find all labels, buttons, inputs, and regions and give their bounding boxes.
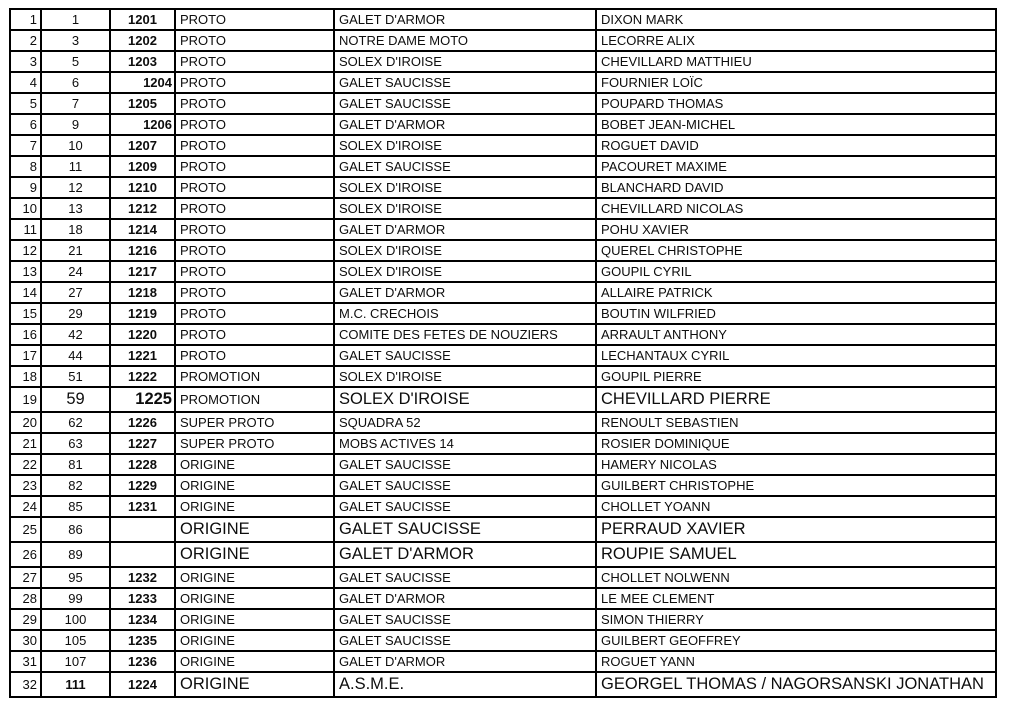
- cell-race-number: 111: [41, 672, 110, 697]
- cell-club: GALET SAUCISSE: [334, 93, 596, 114]
- cell-row-index: 23: [10, 475, 41, 496]
- table-row: [10, 345, 996, 366]
- cell-rider-name: POHU XAVIER: [596, 219, 996, 240]
- cell-row-index: 16: [10, 324, 41, 345]
- cell-club: GALET SAUCISSE: [334, 496, 596, 517]
- cell-club: GALET D'ARMOR: [334, 588, 596, 609]
- table-row: [10, 93, 996, 114]
- cell-club: M.C. CRECHOIS: [334, 303, 596, 324]
- table-row: [10, 366, 996, 387]
- cell-plate-number: 1219: [110, 303, 175, 324]
- cell-club: SOLEX D'IROISE: [334, 261, 596, 282]
- cell-club: A.S.M.E.: [334, 672, 596, 697]
- table-row: [10, 542, 996, 567]
- cell-row-index: 1: [10, 9, 41, 30]
- cell-plate-number: 1229: [110, 475, 175, 496]
- table-row: [10, 324, 996, 345]
- table-row: [10, 51, 996, 72]
- cell-club: GALET SAUCISSE: [334, 345, 596, 366]
- cell-category: PROTO: [175, 72, 334, 93]
- cell-race-number: 105: [41, 630, 110, 651]
- cell-race-number: 100: [41, 609, 110, 630]
- cell-category: ORIGINE: [175, 454, 334, 475]
- cell-club: GALET SAUCISSE: [334, 156, 596, 177]
- cell-plate-number: 1222: [110, 366, 175, 387]
- cell-row-index: 21: [10, 433, 41, 454]
- cell-race-number: 21: [41, 240, 110, 261]
- cell-plate-number: 1210: [110, 177, 175, 198]
- cell-category: PROTO: [175, 345, 334, 366]
- cell-rider-name: GUILBERT GEOFFREY: [596, 630, 996, 651]
- cell-race-number: 59: [41, 387, 110, 412]
- table-row: [10, 630, 996, 651]
- cell-row-index: 25: [10, 517, 41, 542]
- cell-plate-number: 1225: [110, 387, 175, 412]
- cell-rider-name: BLANCHARD DAVID: [596, 177, 996, 198]
- cell-row-index: 9: [10, 177, 41, 198]
- cell-rider-name: FOURNIER LOÏC: [596, 72, 996, 93]
- cell-race-number: 9: [41, 114, 110, 135]
- cell-race-number: 63: [41, 433, 110, 454]
- cell-rider-name: LECORRE ALIX: [596, 30, 996, 51]
- cell-rider-name: ARRAULT ANTHONY: [596, 324, 996, 345]
- table-row: [10, 412, 996, 433]
- cell-race-number: 13: [41, 198, 110, 219]
- cell-race-number: 42: [41, 324, 110, 345]
- table-row: [10, 567, 996, 588]
- cell-row-index: 10: [10, 198, 41, 219]
- cell-race-number: 82: [41, 475, 110, 496]
- cell-category: ORIGINE: [175, 542, 334, 567]
- cell-race-number: 5: [41, 51, 110, 72]
- cell-plate-number: [110, 542, 175, 567]
- cell-club: GALET D'ARMOR: [334, 282, 596, 303]
- cell-plate-number: 1207: [110, 135, 175, 156]
- scanned-sheet: [9, 8, 997, 698]
- cell-row-index: 29: [10, 609, 41, 630]
- cell-rider-name: LECHANTAUX CYRIL: [596, 345, 996, 366]
- cell-category: ORIGINE: [175, 630, 334, 651]
- cell-category: PROTO: [175, 261, 334, 282]
- cell-category: PROTO: [175, 156, 334, 177]
- cell-plate-number: 1232: [110, 567, 175, 588]
- cell-category: SUPER PROTO: [175, 433, 334, 454]
- cell-plate-number: 1209: [110, 156, 175, 177]
- cell-rider-name: CHOLLET YOANN: [596, 496, 996, 517]
- cell-rider-name: ROSIER DOMINIQUE: [596, 433, 996, 454]
- cell-category: PROMOTION: [175, 366, 334, 387]
- cell-category: ORIGINE: [175, 496, 334, 517]
- cell-race-number: 81: [41, 454, 110, 475]
- cell-category: PROTO: [175, 240, 334, 261]
- cell-category: ORIGINE: [175, 588, 334, 609]
- results-table-body: [10, 9, 996, 697]
- cell-plate-number: 1220: [110, 324, 175, 345]
- cell-club: MOBS ACTIVES 14: [334, 433, 596, 454]
- cell-plate-number: 1235: [110, 630, 175, 651]
- cell-row-index: 26: [10, 542, 41, 567]
- table-row: [10, 475, 996, 496]
- cell-plate-number: 1214: [110, 219, 175, 240]
- table-row: [10, 303, 996, 324]
- cell-row-index: 3: [10, 51, 41, 72]
- table-row: [10, 387, 996, 412]
- cell-row-index: 6: [10, 114, 41, 135]
- cell-race-number: 85: [41, 496, 110, 517]
- cell-plate-number: 1234: [110, 609, 175, 630]
- cell-plate-number: 1216: [110, 240, 175, 261]
- cell-race-number: 1: [41, 9, 110, 30]
- cell-category: ORIGINE: [175, 672, 334, 697]
- cell-category: PROTO: [175, 177, 334, 198]
- cell-plate-number: 1204: [110, 72, 175, 93]
- table-row: [10, 72, 996, 93]
- cell-race-number: 18: [41, 219, 110, 240]
- cell-club: GALET D'ARMOR: [334, 9, 596, 30]
- cell-club: SQUADRA 52: [334, 412, 596, 433]
- cell-plate-number: 1205: [110, 93, 175, 114]
- cell-club: GALET D'ARMOR: [334, 651, 596, 672]
- table-row: [10, 496, 996, 517]
- cell-race-number: 44: [41, 345, 110, 366]
- cell-plate-number: 1201: [110, 9, 175, 30]
- cell-category: PROTO: [175, 198, 334, 219]
- cell-plate-number: 1224: [110, 672, 175, 697]
- cell-club: GALET SAUCISSE: [334, 454, 596, 475]
- cell-category: PROTO: [175, 135, 334, 156]
- cell-plate-number: 1227: [110, 433, 175, 454]
- cell-row-index: 19: [10, 387, 41, 412]
- cell-club: GALET SAUCISSE: [334, 630, 596, 651]
- cell-rider-name: CHEVILLARD NICOLAS: [596, 198, 996, 219]
- cell-row-index: 12: [10, 240, 41, 261]
- cell-race-number: 89: [41, 542, 110, 567]
- cell-rider-name: PERRAUD XAVIER: [596, 517, 996, 542]
- cell-category: PROTO: [175, 93, 334, 114]
- cell-rider-name: QUEREL CHRISTOPHE: [596, 240, 996, 261]
- cell-plate-number: 1203: [110, 51, 175, 72]
- table-row: [10, 219, 996, 240]
- cell-club: SOLEX D'IROISE: [334, 240, 596, 261]
- cell-category: ORIGINE: [175, 609, 334, 630]
- cell-club: SOLEX D'IROISE: [334, 135, 596, 156]
- table-row: [10, 135, 996, 156]
- cell-club: GALET SAUCISSE: [334, 475, 596, 496]
- cell-plate-number: 1221: [110, 345, 175, 366]
- cell-row-index: 11: [10, 219, 41, 240]
- cell-rider-name: CHOLLET NOLWENN: [596, 567, 996, 588]
- cell-race-number: 3: [41, 30, 110, 51]
- cell-row-index: 14: [10, 282, 41, 303]
- cell-race-number: 51: [41, 366, 110, 387]
- cell-row-index: 17: [10, 345, 41, 366]
- cell-row-index: 24: [10, 496, 41, 517]
- cell-club: GALET SAUCISSE: [334, 609, 596, 630]
- cell-row-index: 20: [10, 412, 41, 433]
- cell-rider-name: HAMERY NICOLAS: [596, 454, 996, 475]
- cell-plate-number: 1226: [110, 412, 175, 433]
- cell-plate-number: 1206: [110, 114, 175, 135]
- cell-category: PROTO: [175, 51, 334, 72]
- cell-category: PROTO: [175, 324, 334, 345]
- cell-category: PROTO: [175, 114, 334, 135]
- cell-row-index: 27: [10, 567, 41, 588]
- cell-category: ORIGINE: [175, 567, 334, 588]
- table-row: [10, 282, 996, 303]
- cell-race-number: 24: [41, 261, 110, 282]
- cell-club: SOLEX D'IROISE: [334, 51, 596, 72]
- cell-category: PROTO: [175, 282, 334, 303]
- table-row: [10, 588, 996, 609]
- cell-category: SUPER PROTO: [175, 412, 334, 433]
- cell-race-number: 11: [41, 156, 110, 177]
- cell-club: SOLEX D'IROISE: [334, 198, 596, 219]
- cell-rider-name: ALLAIRE PATRICK: [596, 282, 996, 303]
- cell-club: SOLEX D'IROISE: [334, 177, 596, 198]
- cell-category: ORIGINE: [175, 517, 334, 542]
- cell-race-number: 6: [41, 72, 110, 93]
- cell-row-index: 28: [10, 588, 41, 609]
- cell-row-index: 8: [10, 156, 41, 177]
- cell-race-number: 62: [41, 412, 110, 433]
- cell-race-number: 86: [41, 517, 110, 542]
- table-row: [10, 261, 996, 282]
- cell-row-index: 15: [10, 303, 41, 324]
- cell-plate-number: 1236: [110, 651, 175, 672]
- cell-rider-name: ROGUET YANN: [596, 651, 996, 672]
- table-row: [10, 454, 996, 475]
- table-row: [10, 672, 996, 697]
- cell-row-index: 5: [10, 93, 41, 114]
- cell-row-index: 2: [10, 30, 41, 51]
- cell-plate-number: 1202: [110, 30, 175, 51]
- cell-rider-name: ROUPIE SAMUEL: [596, 542, 996, 567]
- cell-rider-name: GEORGEL THOMAS / NAGORSANSKI JONATHAN: [596, 672, 996, 697]
- results-table: [9, 8, 997, 698]
- cell-row-index: 13: [10, 261, 41, 282]
- cell-rider-name: PACOURET MAXIME: [596, 156, 996, 177]
- cell-club: GALET SAUCISSE: [334, 517, 596, 542]
- cell-category: ORIGINE: [175, 475, 334, 496]
- cell-race-number: 95: [41, 567, 110, 588]
- cell-club: GALET D'ARMOR: [334, 114, 596, 135]
- cell-category: ORIGINE: [175, 651, 334, 672]
- cell-rider-name: CHEVILLARD PIERRE: [596, 387, 996, 412]
- cell-race-number: 12: [41, 177, 110, 198]
- cell-race-number: 10: [41, 135, 110, 156]
- cell-plate-number: 1212: [110, 198, 175, 219]
- cell-rider-name: BOUTIN WILFRIED: [596, 303, 996, 324]
- cell-category: PROMOTION: [175, 387, 334, 412]
- cell-club: SOLEX D'IROISE: [334, 387, 596, 412]
- cell-plate-number: 1233: [110, 588, 175, 609]
- cell-row-index: 18: [10, 366, 41, 387]
- cell-club: GALET SAUCISSE: [334, 567, 596, 588]
- cell-race-number: 29: [41, 303, 110, 324]
- cell-row-index: 30: [10, 630, 41, 651]
- cell-rider-name: GOUPIL PIERRE: [596, 366, 996, 387]
- cell-rider-name: SIMON THIERRY: [596, 609, 996, 630]
- cell-race-number: 99: [41, 588, 110, 609]
- cell-race-number: 107: [41, 651, 110, 672]
- cell-row-index: 4: [10, 72, 41, 93]
- cell-plate-number: [110, 517, 175, 542]
- table-row: [10, 517, 996, 542]
- cell-row-index: 31: [10, 651, 41, 672]
- cell-rider-name: GOUPIL CYRIL: [596, 261, 996, 282]
- cell-club: GALET D'ARMOR: [334, 542, 596, 567]
- table-row: [10, 30, 996, 51]
- cell-rider-name: RENOULT SEBASTIEN: [596, 412, 996, 433]
- table-row: [10, 156, 996, 177]
- cell-club: GALET SAUCISSE: [334, 72, 596, 93]
- cell-rider-name: DIXON MARK: [596, 9, 996, 30]
- cell-rider-name: ROGUET DAVID: [596, 135, 996, 156]
- cell-row-index: 32: [10, 672, 41, 697]
- cell-race-number: 7: [41, 93, 110, 114]
- cell-club: GALET D'ARMOR: [334, 219, 596, 240]
- table-row: [10, 9, 996, 30]
- cell-rider-name: LE MEE CLEMENT: [596, 588, 996, 609]
- cell-category: PROTO: [175, 30, 334, 51]
- cell-row-index: 7: [10, 135, 41, 156]
- cell-plate-number: 1231: [110, 496, 175, 517]
- table-row: [10, 433, 996, 454]
- cell-rider-name: CHEVILLARD MATTHIEU: [596, 51, 996, 72]
- cell-plate-number: 1217: [110, 261, 175, 282]
- cell-rider-name: GUILBERT CHRISTOPHE: [596, 475, 996, 496]
- cell-club: SOLEX D'IROISE: [334, 366, 596, 387]
- cell-category: PROTO: [175, 9, 334, 30]
- cell-category: PROTO: [175, 219, 334, 240]
- cell-row-index: 22: [10, 454, 41, 475]
- cell-club: COMITE DES FETES DE NOUZIERS: [334, 324, 596, 345]
- cell-category: PROTO: [175, 303, 334, 324]
- cell-club: NOTRE DAME MOTO: [334, 30, 596, 51]
- cell-race-number: 27: [41, 282, 110, 303]
- table-row: [10, 651, 996, 672]
- table-row: [10, 114, 996, 135]
- table-row: [10, 240, 996, 261]
- cell-plate-number: 1218: [110, 282, 175, 303]
- table-row: [10, 177, 996, 198]
- cell-plate-number: 1228: [110, 454, 175, 475]
- cell-rider-name: BOBET JEAN-MICHEL: [596, 114, 996, 135]
- table-row: [10, 609, 996, 630]
- table-row: [10, 198, 996, 219]
- cell-rider-name: POUPARD THOMAS: [596, 93, 996, 114]
